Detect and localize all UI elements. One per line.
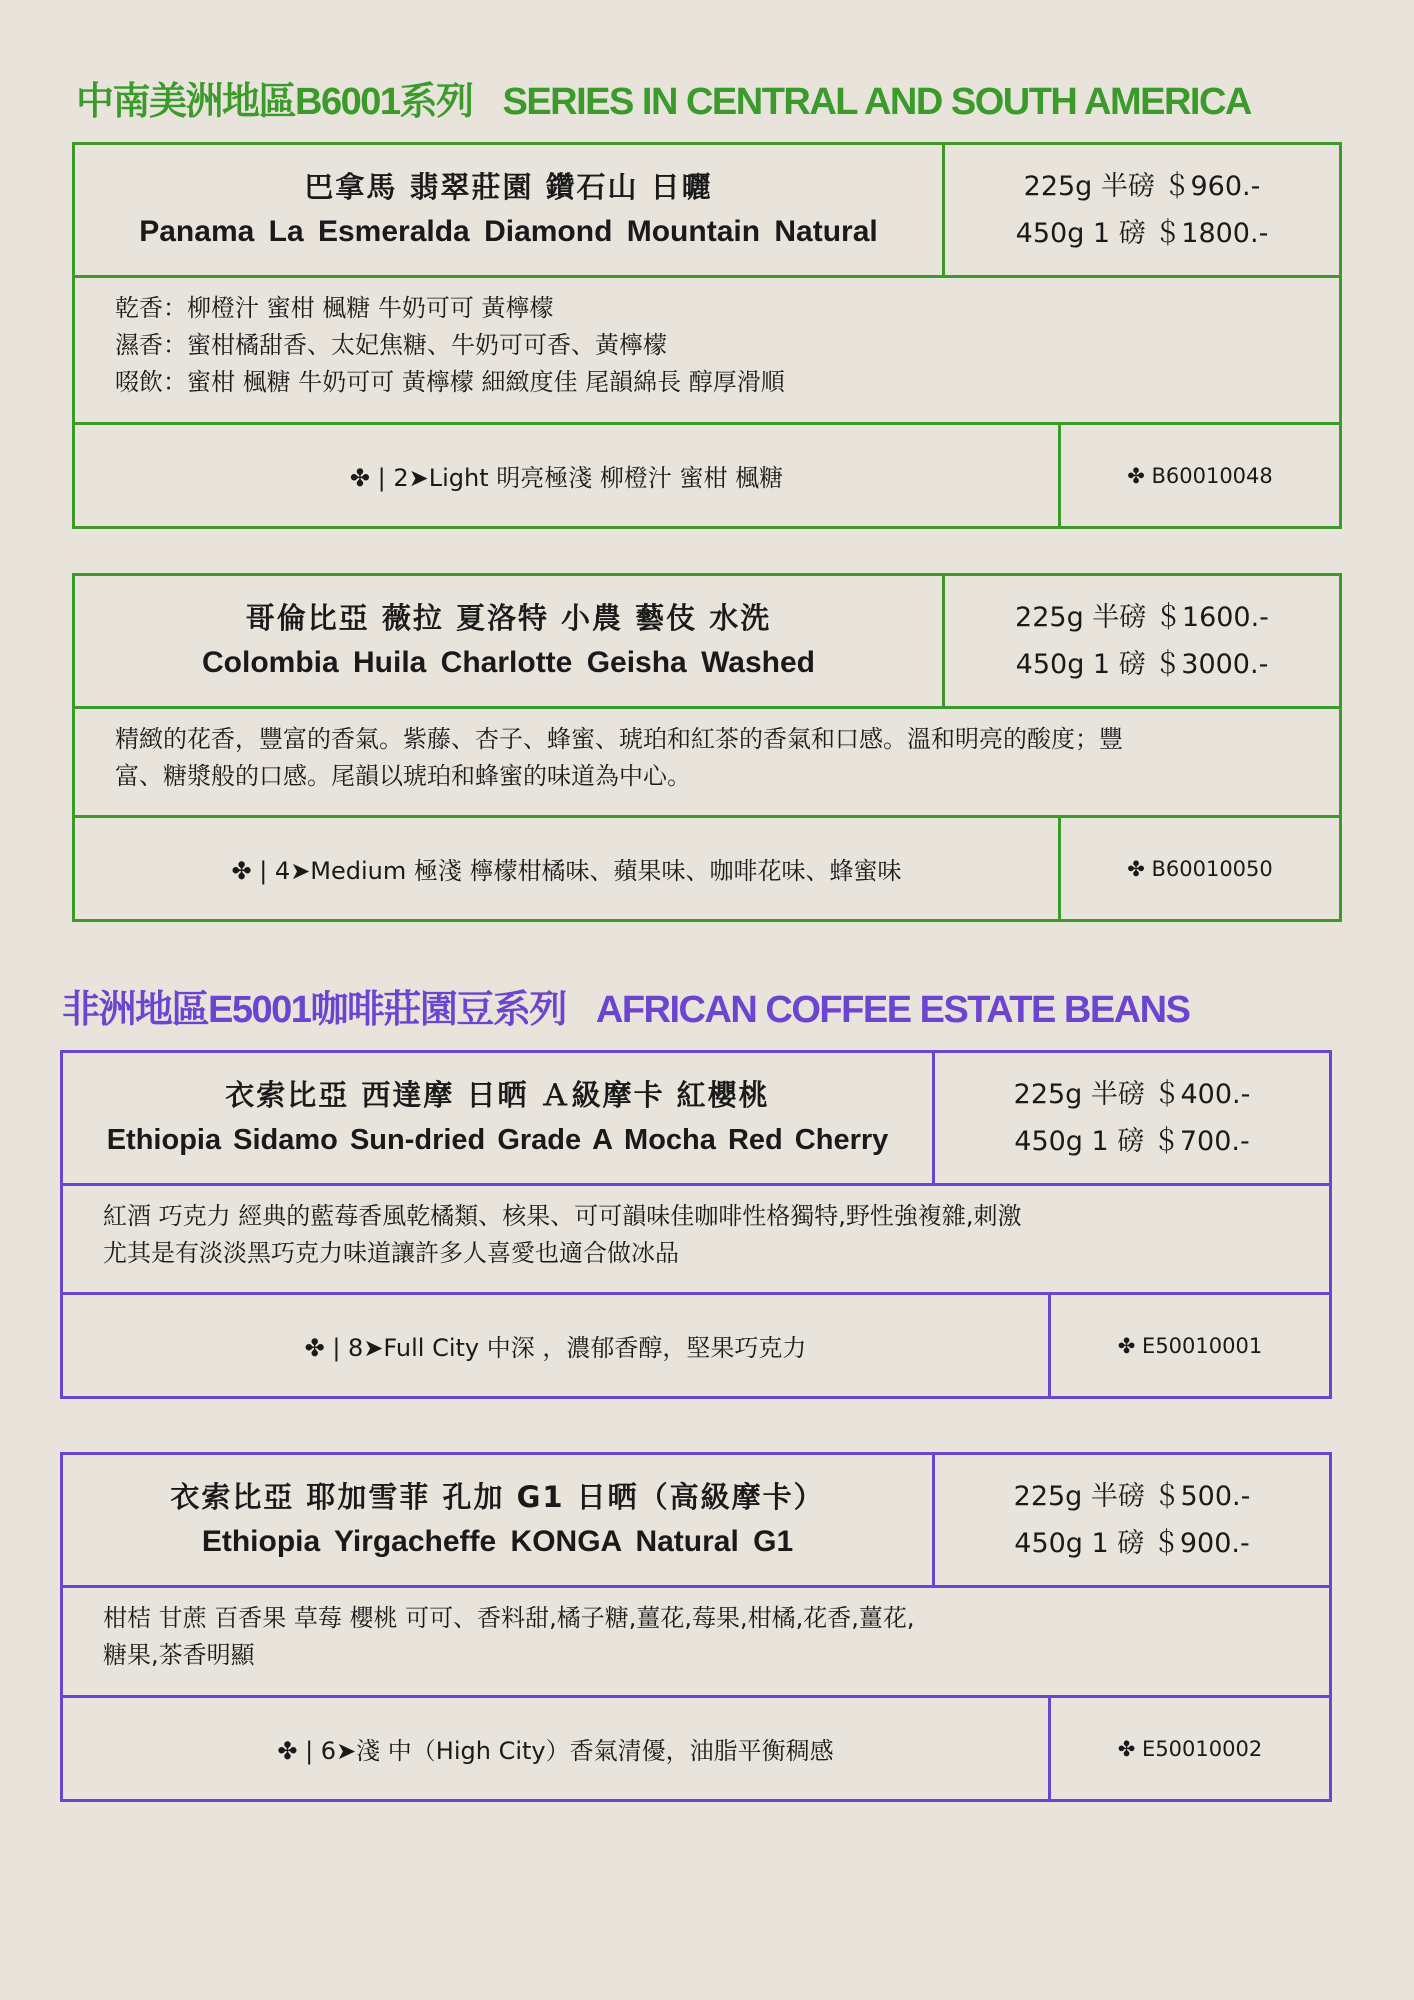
description-line: 富、糖漿般的口感。尾韻以琥珀和蜂蜜的味道為中心。 — [115, 762, 691, 790]
product-name — [63, 1053, 935, 1183]
price-one-pound: 450g 1 磅 ＄3000.- — [1015, 649, 1269, 680]
roast-level: ✤ | 2➤Light 明亮極淺 柳橙汁 蜜柑 楓糖 — [75, 425, 1061, 526]
price-one-pound: 450g 1 磅 ＄900.- — [1014, 1528, 1250, 1559]
section-title-zh: 中南美洲地區B6001系列 — [76, 81, 473, 123]
section-title-africa — [62, 978, 1189, 1033]
description-line: 尤其是有淡淡黑巧克力味道讓許多人喜愛也適合做冰品 — [103, 1239, 679, 1267]
section-title-americas — [76, 70, 1251, 125]
product-footer — [63, 1292, 1329, 1396]
price-half-pound: 225g 半磅 ＄400.- — [1013, 1079, 1251, 1110]
section-title-zh: 非洲地區E5001咖啡莊園豆系列 — [62, 989, 566, 1031]
product-footer — [63, 1695, 1329, 1799]
product-card-colombia — [72, 573, 1342, 922]
product-footer — [75, 815, 1339, 919]
price-half-pound: 225g 半磅 ＄500.- — [1013, 1481, 1251, 1512]
product-description — [63, 1183, 1329, 1292]
product-description — [75, 706, 1339, 815]
product-name-en: Panama La Esmeralda Diamond Mountain Natural — [139, 215, 878, 248]
product-name-en: Ethiopia Sidamo Sun-dried Grade A Mocha Red Cherry — [106, 1124, 889, 1156]
price-one-pound: 450g 1 磅 ＄700.- — [1014, 1126, 1250, 1157]
description-line: 柑桔 甘蔗 百香果 草莓 櫻桃 可可、香料甜,橘子糖,薑花,莓果,柑橘,花香,薑花, — [103, 1604, 915, 1632]
description-line: 紅酒 巧克力 經典的藍莓香風乾橘類、核果、可可韻味佳咖啡性格獨特,野性強複雜,刺激 — [103, 1202, 1022, 1230]
product-code: ✤ E50010002 — [1117, 1736, 1263, 1761]
price-half-pound: 225g 半磅 ＄1600.- — [1015, 602, 1269, 633]
product-name-zh: 衣索比亞 西達摩 日晒 Ａ級摩卡 紅櫻桃 — [225, 1078, 770, 1112]
product-price — [935, 1455, 1329, 1585]
description-line: 啜飲：蜜柑 楓糖 牛奶可可 黃檸檬 細緻度佳 尾韻綿長 醇厚滑順 — [115, 368, 785, 396]
description-line: 精緻的花香，豐富的香氣。紫藤、杏子、蜂蜜、琥珀和紅茶的香氣和口感。溫和明亮的酸度；豐 — [115, 725, 1123, 753]
product-name — [75, 145, 945, 275]
product-header — [75, 576, 1339, 706]
roast-level: ✤ | 6➤淺 中（High City）香氣清優，油脂平衡稠感 — [63, 1698, 1051, 1799]
product-card-yirgacheffe — [60, 1452, 1332, 1802]
product-name-zh: 哥倫比亞 薇拉 夏洛特 小農 藝伎 水洗 — [245, 601, 772, 635]
product-card-panama — [72, 142, 1342, 529]
product-code: ✤ B60010050 — [1127, 856, 1273, 881]
product-name-zh: 巴拿馬 翡翠莊園 鑽石山 日曬 — [304, 170, 713, 204]
price-half-pound: 225g 半磅 ＄960.- — [1023, 171, 1261, 202]
product-price — [945, 576, 1339, 706]
product-header — [75, 145, 1339, 275]
product-header — [63, 1455, 1329, 1585]
product-description — [63, 1585, 1329, 1695]
description-line: 糖果,茶香明顯 — [103, 1641, 255, 1669]
description-line: 濕香：蜜柑橘甜香、太妃焦糖、牛奶可可香、黃檸檬 — [115, 331, 667, 359]
product-price — [945, 145, 1339, 275]
product-code: ✤ B60010048 — [1127, 463, 1273, 488]
product-footer — [75, 422, 1339, 526]
description-line: 乾香：柳橙汁 蜜柑 楓糖 牛奶可可 黃檸檬 — [115, 294, 554, 322]
price-one-pound: 450g 1 磅 ＄1800.- — [1015, 218, 1269, 249]
roast-level: ✤ | 4➤Medium 極淺 檸檬柑橘味、蘋果味、咖啡花味、蜂蜜味 — [75, 818, 1061, 919]
product-name-zh: 衣索比亞 耶加雪菲 孔加 G1 日晒（高級摩卡） — [170, 1480, 825, 1514]
product-name — [75, 576, 945, 706]
product-name-en: Ethiopia Yirgacheffe KONGA Natural G1 — [201, 1525, 794, 1558]
roast-level: ✤ | 8➤Full City 中深 ，濃郁香醇，堅果巧克力 — [63, 1295, 1051, 1396]
product-code: ✤ E50010001 — [1117, 1333, 1263, 1358]
product-name-en: Colombia Huila Charlotte Geisha Washed — [202, 646, 815, 679]
product-description — [75, 275, 1339, 422]
product-name — [63, 1455, 935, 1585]
product-price — [935, 1053, 1329, 1183]
section-title-en: SERIES IN CENTRAL AND SOUTH AMERICA — [502, 81, 1251, 123]
section-title-en: AFRICAN COFFEE ESTATE BEANS — [595, 989, 1190, 1031]
product-header — [63, 1053, 1329, 1183]
product-card-sidamo — [60, 1050, 1332, 1399]
